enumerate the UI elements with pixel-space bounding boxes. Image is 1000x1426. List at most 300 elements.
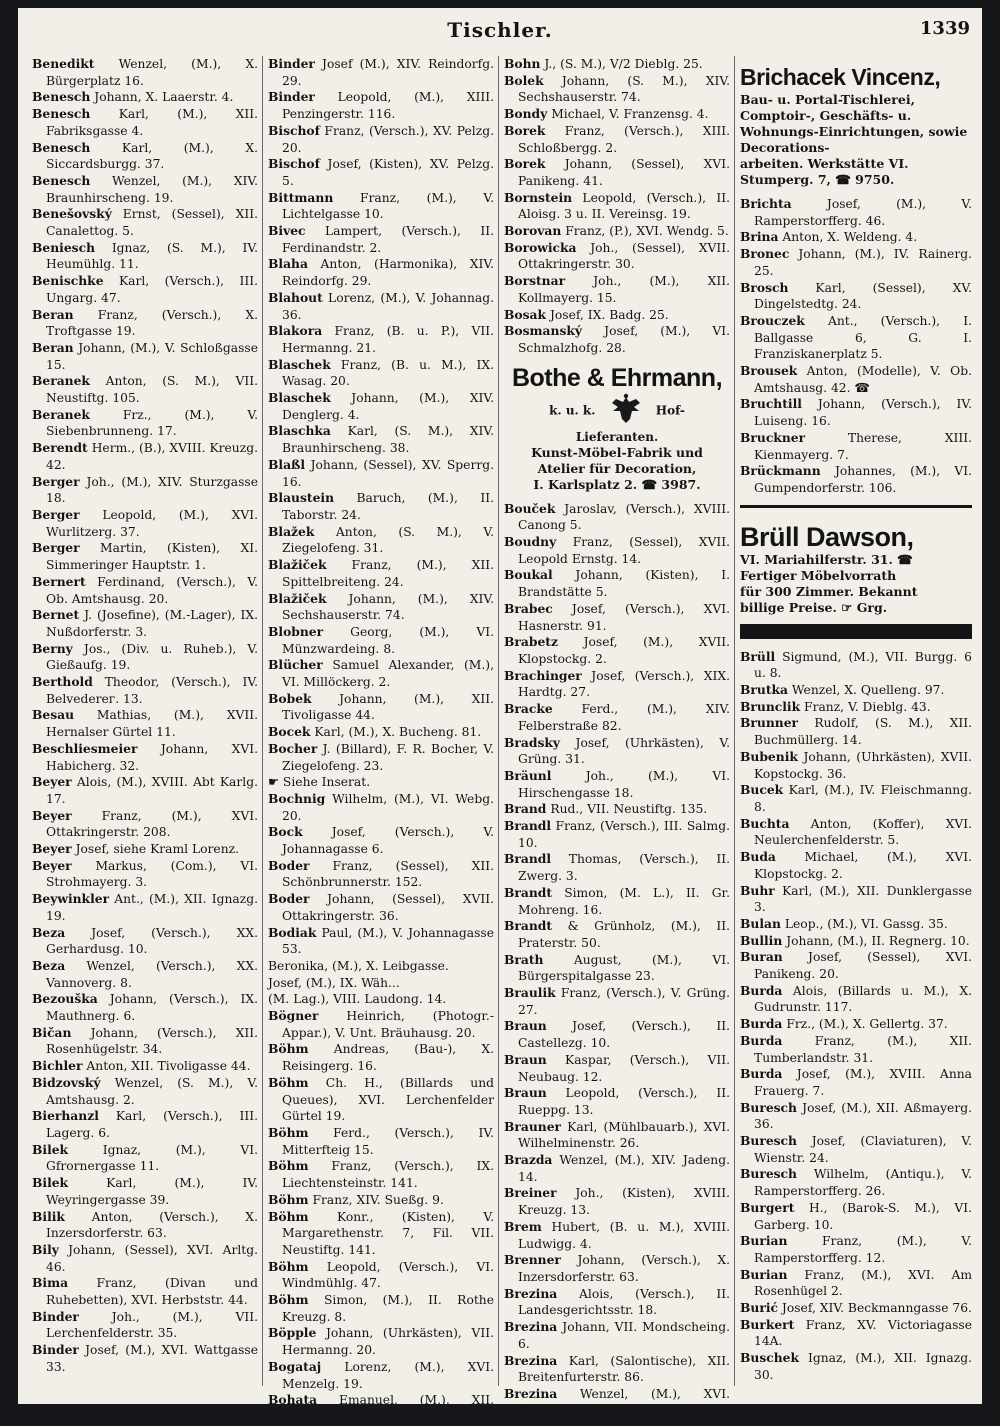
entry-details: Josef, (Uhrkästen), V. Grüng. 31. [518,735,730,767]
entry-name: Bosmanský [504,323,583,339]
directory-entry [32,440,258,473]
directory-entry [504,985,730,1018]
directory-entry [32,206,258,239]
entry-name: Borovan [504,223,562,239]
entry-details: Josef, (Versch.), V. Johannagasse 6. [282,825,494,857]
ad-address: I. Karlsplatz 2. ☎ 3987. [533,476,701,492]
entry-name: Benedikt [32,56,95,71]
directory-entry [32,774,258,807]
column-4 [740,56,972,1396]
entry-name: Besau [32,707,75,723]
directory-entry [268,190,494,223]
directory-entry [268,1359,494,1392]
entry-name: Beyer [32,841,72,857]
entry-name: Bolek [504,72,544,88]
directory-entry [268,824,494,857]
entry-name: Boudny [504,534,557,550]
entry-details: Anton, (Koffer), XVI. Neulerchenfelderstr. 5. [754,816,972,848]
entry-name: Bradsky [504,734,561,750]
directory-entry [740,749,972,782]
directory-entry [740,1200,972,1233]
directory-entry [504,1018,730,1051]
directory-entry [504,1085,730,1118]
entry-name: Brunclik [740,698,801,714]
directory-entry [32,307,258,340]
entry-details: Johann, (Uhrkästen), XVII. Kopstockg. 36. [754,749,972,781]
entry-details: Rudolf, (S. M.), XII. Buchmüllerg. 14. [754,716,972,748]
entry-name: Brezina [504,1352,558,1368]
entry-name: Blažiček [268,590,327,606]
entry-details: Wenzel, (Versch.), XX. Vannoverg. 8. [46,958,258,990]
directory-entry [504,1219,730,1252]
directory-entry [32,56,258,89]
directory-entry [740,1100,972,1133]
entry-details: Johann, (M.), II. Regnerg. 10. [786,933,970,948]
directory-entry [32,741,258,774]
directory-entry [32,858,258,891]
directory-entry [740,649,972,682]
entry-details: Thomas, (Versch.), II. Zwerg. 3. [518,852,730,884]
entry-details: Johann, X. Laaerstr. 4. [94,90,234,105]
directory-entry [740,883,972,916]
entry-details: Karl, (Versch.), III. Lagerg. 6. [46,1109,258,1140]
entry-name: Böpple [268,1325,317,1341]
page-header [18,18,982,48]
entry-name: Brutka [740,682,788,698]
directory-entry [32,1142,258,1175]
entry-name: Benesch [32,106,91,122]
entry-name: Bruckner [740,429,806,445]
entry-details: Josef, (Kisten), XV. Pelzg. 5. [282,157,494,188]
ad2-line-3: für 300 Zimmer. Bekannt [740,583,918,599]
entry-name: Böhm [268,1158,309,1174]
entry-details: Johannes, (M.), VI. Gumpendorferstr. 106. [754,464,972,495]
directory-entry [740,313,972,363]
entry-name: Buda [740,849,776,865]
directory-entry [504,123,730,156]
ad-firm-name: Bothe & Ehrmann, [511,363,723,392]
directory-entry [268,774,494,791]
entry-name: Bock [268,824,303,840]
directory-entry [268,691,494,724]
entry-name: Blaha [268,256,308,272]
entry-name: Blažek [268,523,315,539]
entry-name: Böhm [268,1208,309,1224]
entry-name: Burda [740,1016,783,1032]
directory-entry [504,918,730,951]
entry-name: Buschek [740,1350,800,1366]
entry-details: Josef, (M.), XII. Aßmayerg. 36. [754,1100,972,1132]
entry-name: Brachinger [504,667,582,683]
entry-details: Wenzel, (M.), XIV. Braunhirscheng. 19. [46,173,258,205]
entry-name: Benischke [32,273,104,289]
directory-entry [740,1317,972,1350]
directory-entry [740,782,972,815]
entry-details: Franz, (Versch.), IX. Liechtensteinstr. 141. [282,1159,494,1191]
entry-details: Josef, (Sessel), XVI. Panikeng. 20. [754,950,972,982]
entry-name: Blahout [268,289,323,305]
entry-details: Franz, (Versch.), III. Salmg. 10. [518,819,730,850]
ad1-line-5: Stumperg. 7, ☎ 9750. [740,172,895,187]
entry-details: Johann, (M.), XIV. Sechshauserstr. 74. [282,591,494,623]
entry-name: Burian [740,1233,788,1249]
entry-details: Johann, (M.), XII. Tivoligasse 44. [282,691,494,723]
directory-entry [504,601,730,634]
directory-entry [504,1052,730,1085]
directory-entry [32,991,258,1024]
entry-details: & Grünholz, (M.), II. Praterstr. 50. [518,919,730,950]
directory-entry [32,140,258,173]
advertisement-bruell-dawson [740,522,972,616]
entry-details: Hubert, (B. u. M.), XVIII. Ludwigg. 4. [518,1219,730,1251]
entry-details: August, (M.), VI. Bürgerspitalgasse 23. [518,952,730,984]
entry-details: Samuel Alexander, (M.), VI. Millöckerg. 2. [282,658,494,690]
entry-details: Anton, (S. M.), V. Ziegelofeng. 31. [282,524,494,556]
entry-details: Wenzel, (M.), XIV. Jadeng. 14. [518,1153,730,1184]
entry-details: Johann, (Versch.), X. Inzersdorferstr. 63. [518,1253,730,1284]
directory-entry [268,457,494,490]
directory-entry [504,273,730,306]
entry-name: Burian [740,1266,788,1282]
directory-entry [268,1292,494,1325]
directory-entry [504,1185,730,1218]
entry-details: Franz, (Versch.), XIII. Schloßbergg. 2. [518,123,730,155]
entry-name: Beza [32,924,66,940]
entry-name: Binder [32,1342,79,1358]
ad-court-right: Hof- [655,403,685,418]
entry-name: Bohn [504,56,541,71]
entry-details: Josef, (M.), XVII. Klopstockg. 2. [518,635,730,666]
directory-entry [504,801,730,818]
directory-entry [32,240,258,273]
entry-name: Brazda [504,1152,553,1168]
entry-name: Brichta [740,196,792,211]
entry-name: Berger [32,473,80,489]
directory-entry [740,229,972,246]
entry-details: Lorenz, (M.), V. Johannag. 36. [282,290,494,322]
entry-details: Wenzel, (S. M.), V. Amtshausg. 2. [46,1075,258,1107]
entry-name: Böhm [268,1125,309,1140]
entry-name: Beranek [32,406,90,422]
entry-name: Blaßl [268,456,306,472]
directory-entry [504,223,730,240]
entry-name: Blobner [268,623,324,639]
directory-entry [740,682,972,699]
entry-details: Franz, (Sessel), XII. Schönbrunnerstr. 152. [282,858,494,890]
directory-entry [32,1075,258,1108]
entry-name: Beyer [32,857,72,873]
entry-name: Brenner [504,1252,561,1268]
entry-name: Benesch [32,89,91,105]
entry-name: Beyer [32,774,72,790]
ad1-firm-name: Brichacek Vincenz, [740,64,941,90]
entry-details: Georg, (M.), VI. Münzwardeing. 8. [282,624,494,656]
entry-name: Brezina [504,1319,558,1335]
double-eagle-icon [606,393,646,429]
entry-details: Franz, XV. Victoriagasse 14A. [754,1317,972,1349]
entry-name: Benesch [32,172,91,188]
entry-details: Leopold, (Versch.), II. Rueppg. 13. [518,1086,730,1117]
entry-details: Ferd., (Versch.), IV. Mitterfteig 15. [282,1126,494,1157]
entry-name: Bierhanzl [32,1108,99,1124]
directory-entry [504,634,730,667]
entry-details: Anton, (Harmonika), XIV. Reindorfg. 29. [282,257,494,289]
directory-entry [268,925,494,958]
entry-name: Blücher [268,657,323,673]
entry-name: Blaschek [268,390,331,406]
directory-entry [740,983,972,1016]
entry-name: Bögner [268,1008,319,1024]
directory-entry [504,1286,730,1319]
entry-name: Blakora [268,323,323,339]
entry-details: Wenzel, (M.), XVI. Deinhardsteing. 6. [518,1386,730,1418]
entry-details: Josef, (M.), VI. Schmalzhofg. 28. [518,324,730,355]
entry-details: Franz, (B. u. P.), VII. Hermanng. 21. [282,324,494,355]
entry-details: (M. Lag.), VIII. Laudong. 14. [268,992,447,1007]
directory-entry [740,1066,972,1099]
entry-details: Therese, XIII. Kienmayerg. 7. [754,430,972,462]
entry-name: Bohata [268,1392,318,1408]
entry-details: Ignaz, (M.), XII. Ignazg. 30. [754,1351,972,1382]
entry-details: Karl, (Mühlbauarb.), XVI. Wilhelminenstr. 26. [518,1119,730,1151]
entry-details: Wilhelm, (M.), VI. Webg. 20. [282,791,494,823]
entry-details: Anton, XII. Tivoligasse 44. [86,1059,251,1074]
entry-details: Franz, (Versch.), XV. Pelzg. 20. [282,123,494,155]
entry-name: Böhm [268,1191,309,1207]
entry-details: Karl, (Salontische), XII. Breitenfurterstr. 86. [518,1353,730,1385]
entry-details: Karl, (M.), X. Bucheng. 81. [314,725,482,740]
directory-entry [268,975,494,992]
entry-name: Brabetz [504,634,558,650]
directory-entry [740,933,972,950]
entry-details: Joh., (Sessel), XVII. Ottakringerstr. 30. [518,240,730,272]
directory-entry [268,256,494,289]
ad2-line-2: Fertiger Möbelvorrath [740,567,897,583]
entry-details: Alois, (M.), XVIII. Abt Karlg. 17. [46,775,258,806]
entry-details: Ferdinand, (Versch.), V. Ob. Amtshausg. 20. [46,574,258,606]
entry-name: Böhm [268,1074,309,1090]
entry-name: Bondy [504,106,548,122]
entry-details: Johann, (Sessel), XVII. Ottakringerstr. 36. [282,892,494,923]
entry-details: Johann, (M.), IV. Rainerg. 25. [754,247,972,278]
entry-details: Joh., (M.), XII. Kollmayerg. 15. [518,274,730,305]
directory-entry [268,123,494,156]
directory-entry [740,849,972,882]
entry-details: Michael, (M.), XVI. Klopstockg. 2. [754,850,972,881]
entry-name: Brand [504,801,547,817]
entry-name: Brosch [740,279,789,295]
entry-details: Konr., (Kisten), V. Margarethenstr. 7, Fil. VII. Neustiftg. 141. [282,1209,494,1257]
directory-entry [740,1016,972,1033]
directory-entry [268,991,494,1008]
column-4-entries-bottom [740,649,972,1384]
entry-name: Beranek [32,373,90,389]
directory-entry [32,540,258,573]
entry-details: Ant., (M.), XII. Ignazg. 19. [46,892,258,923]
entry-name: Breiner [504,1185,557,1201]
entry-name: Bodiak [268,924,317,940]
entry-name: Binder [268,56,315,71]
entry-details: Franz, V. Dieblg. 43. [804,699,931,714]
entry-details: Emanuel, (M.), XII. Meidlinger Hauptstr. 12. [282,1393,494,1424]
entry-details: Franz, (Sessel), XVII. Leopold Ernstg. 14. [518,535,730,566]
directory-entry [504,885,730,918]
entry-details: Karl, (Versch.), III. Ungarg. 47. [46,274,258,305]
directory-entry [504,501,730,534]
directory-entry [740,280,972,313]
column-3-entries-top [504,56,730,357]
entry-details: Josef, siehe Kraml Lorenz. [75,842,240,857]
entry-name: Böhm [268,1258,309,1274]
entry-name: Bronec [740,246,790,262]
entry-details: Karl, (M.), XII. Fabriksgasse 4. [46,107,258,138]
entry-name: Bernet [32,607,80,623]
page-title: Tischler. [447,18,553,42]
directory-entry [504,240,730,273]
ad-court-left: k. u. k. [549,403,596,418]
entry-details: Josef, XIV. Beckmanngasse 76. [781,1301,972,1316]
column-4-entries-top [740,196,972,497]
entry-details: Leopold, (Versch.), II. Aloisg. 3 u. II. Vereinsg. 19. [518,190,730,222]
entry-name: Beschliesmeier [32,740,138,756]
entry-details: Johann, (Uhrkästen), VII. Hermanng. 20. [282,1326,494,1358]
entry-name: Brezina [504,1385,558,1401]
entry-name: Bezouška [32,991,98,1007]
entry-details: Jos., (Div. u. Ruheb.), V. Gießaufg. 19. [46,641,258,673]
entry-name: Bičan [32,1024,72,1040]
entry-details: Franz, (M.), XII. Tumberlandstr. 31. [754,1033,972,1065]
directory-entry [268,791,494,824]
directory-entry [268,357,494,390]
directory-entry [268,1259,494,1292]
directory-entry [32,958,258,991]
column-divider [262,56,263,1386]
entry-name: Berendt [32,440,88,456]
entry-name: Böhm [268,1292,309,1308]
entry-name: Bräunl [504,767,552,783]
directory-entry [504,1252,730,1285]
ad2-line-4: billige Preise. ☞ Grg. [740,599,888,615]
entry-name: Bracke [504,701,553,717]
entry-name: Bittmann [268,189,334,205]
directory-entry [268,156,494,189]
directory-entry [32,674,258,707]
entry-details: Martin, (Kisten), XI. Simmeringer Hauptstr. 1. [46,541,258,573]
entry-name: Boder [268,891,310,907]
entry-details: Anton, X. Weldeng. 4. [782,230,918,245]
directory-entry [32,407,258,440]
entry-details: Johann, (Sessel), XVI. Panikeng. 41. [518,157,730,188]
directory-entry [504,56,730,73]
entry-details: Leopold, (M.), XIII. Penzingerstr. 116. [282,90,494,122]
directory-entry [32,1275,258,1308]
entry-details: Josef, (Claviaturen), V. Wienstr. 24. [754,1134,972,1165]
entry-name: Bischof [268,122,320,138]
entry-name: Bichler [32,1058,83,1074]
entry-name: Binder [268,89,315,105]
entry-name: Brina [740,229,779,245]
directory-entry [32,607,258,640]
entry-name: Bulan [740,915,781,931]
directory-entry [268,1192,494,1209]
entry-details: Kaspar, (Versch.), VII. Neubaug. 12. [518,1052,730,1084]
entry-name: Borstnar [504,273,566,289]
directory-entry [32,106,258,139]
entry-name: Blaustein [268,490,335,506]
entry-details: Jaroslav, (Versch.), XVIII. Canong 5. [518,501,730,533]
directory-entry [504,735,730,768]
entry-details: J. (Billard), F. R. Bocher, V. Ziegelofeng. 23. [282,741,494,773]
entry-details: Josef, (Versch.), XVI. Hasnerstr. 91. [518,601,730,633]
directory-entry [32,707,258,740]
entry-name: Bilek [32,1141,69,1157]
entry-name: Brandt [504,884,553,900]
directory-entry [268,423,494,456]
entry-details: Ignaz, (M.), VI. Gfrornergasse 11. [46,1142,258,1174]
entry-name: Beran [32,306,74,322]
entry-name: Brandl [504,818,552,834]
entry-name: Brunner [740,715,798,731]
entry-details: Johann, VII. Mondscheing. 6. [518,1320,730,1351]
entry-name: Braun [504,1085,547,1101]
entry-name: Brezina [504,1285,558,1301]
directory-entry [504,534,730,567]
directory-entry [268,56,494,89]
entry-name: Bullin [740,932,783,948]
entry-details: Josef, (M.), V. Ramperstorfferg. 46. [754,197,972,228]
entry-name: Binder [32,1308,79,1324]
column-3 [504,56,730,1418]
directory-entry [268,323,494,356]
directory-entry [504,73,730,106]
directory-entry [268,741,494,774]
directory-entry [504,307,730,324]
entry-name: Buresch [740,1099,797,1115]
entry-details: Johann, (Versch.), XII. Rosenhügelstr. 34. [46,1025,258,1057]
directory-entry [32,89,258,106]
entry-name: Beyer [32,807,72,823]
entry-name: Blaschka [268,423,331,439]
column-divider [734,56,735,1386]
entry-name: Bima [32,1275,69,1291]
entry-details: Anton, (S. M.), VII. Neustiftg. 105. [46,374,258,406]
entry-details: Frz., (M.), V. Siebenbrunneng. 17. [46,407,258,439]
directory-entry [740,430,972,463]
directory-entry [268,1325,494,1358]
entry-details: Franz, (Divan und Ruhebetten), XVI. Herbststr. 44. [46,1276,258,1308]
directory-entry [504,1119,730,1152]
column-divider [498,56,499,1386]
column-1 [32,56,258,1396]
entry-name: Bischof [268,156,320,172]
ad-line-1: Kunst-Möbel-Fabrik und [531,444,703,460]
entry-name: Bidzovský [32,1074,101,1090]
entry-name: Böhm [268,1041,309,1057]
entry-details: Ernst, (Sessel), XII. Canalettog. 5. [46,207,258,239]
entry-name: Burkert [740,1316,795,1332]
entry-name: Burda [740,982,783,998]
directory-entry [268,223,494,256]
directory-entry [504,701,730,734]
directory-entry [32,1242,258,1275]
directory-entry [268,1041,494,1074]
entry-name: Bilek [32,1175,69,1191]
entry-details: Johann, (Versch.), IV. Luiseng. 16. [754,397,972,429]
entry-details: H., (Barok-S. M.), VI. Garberg. 10. [754,1200,972,1232]
entry-details: Franz, (P.), XVI. Wendg. 5. [565,224,729,239]
entry-name: Brandl [504,851,552,867]
entry-details: Franz, (Versch.), X. Troftgasse 19. [46,307,258,339]
